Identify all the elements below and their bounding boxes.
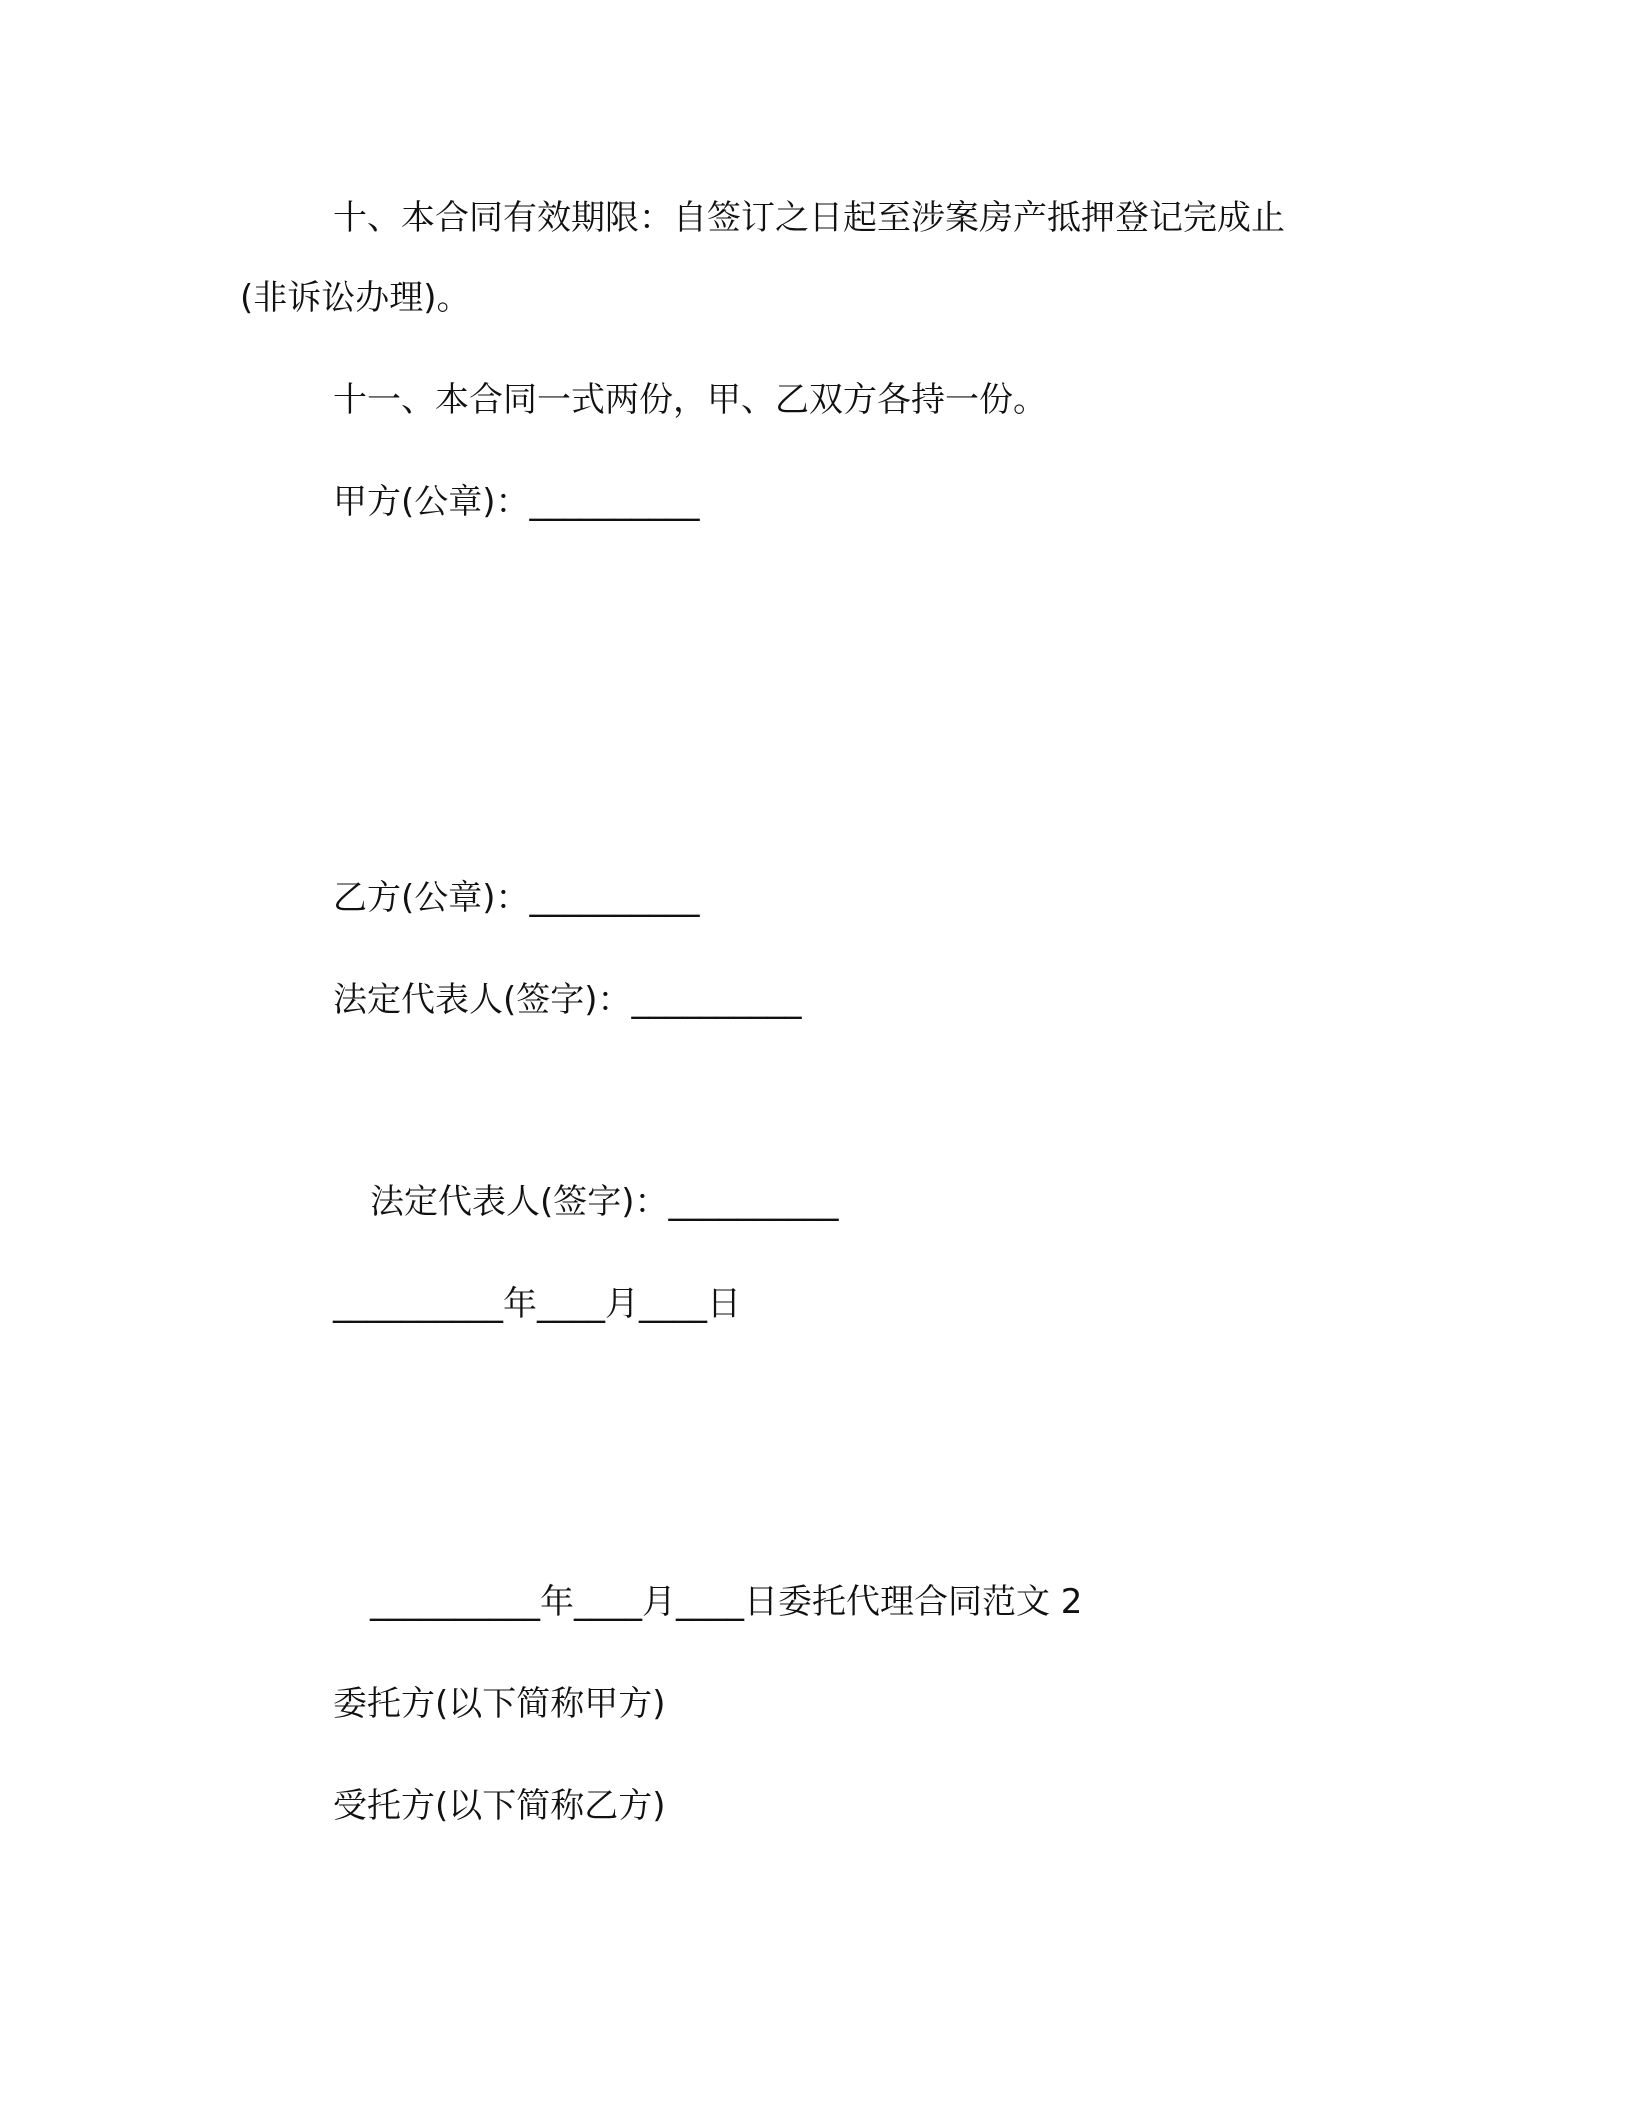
date-line: __________年____月____日	[333, 1284, 741, 1324]
legal-rep-signature-line: 法定代表人(签字)：__________	[333, 980, 802, 1020]
agent-party-line: 受托方(以下简称乙方)	[333, 1786, 666, 1826]
party-b-seal-line: 乙方(公章)：__________	[333, 878, 700, 918]
clause-10-continuation: (非诉讼办理)。	[240, 278, 471, 318]
sample-2-heading: __________年____月____日委托代理合同范文 2	[370, 1582, 1083, 1622]
principal-party-line: 委托方(以下简称甲方)	[333, 1684, 666, 1724]
legal-rep-signature-line-2: 法定代表人(签字)：__________	[370, 1182, 839, 1222]
clause-10-validity: 十、本合同有效期限：自签订之日起至涉案房产抵押登记完成止	[333, 198, 1285, 238]
clause-11-copies: 十一、本合同一式两份，甲、乙双方各持一份。	[333, 380, 1047, 420]
party-a-seal-line: 甲方(公章)：__________	[333, 482, 700, 522]
